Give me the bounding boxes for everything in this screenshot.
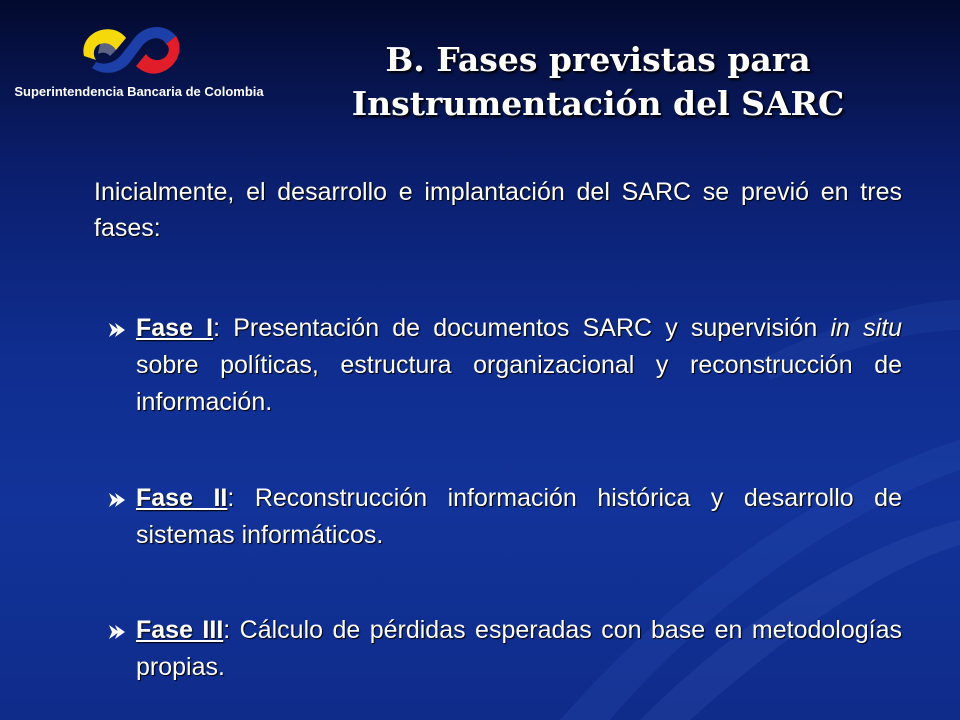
phase-text: : Cálculo de pérdidas esperadas con base en metodologías propias. xyxy=(136,616,903,681)
list-item xyxy=(106,480,902,612)
arrow-bullet-icon xyxy=(106,492,128,508)
phases-list xyxy=(106,310,902,686)
organization-name: Superintendencia Bancaria de Colombia xyxy=(14,84,264,99)
phase-label: Fase III xyxy=(136,616,224,644)
phase-text-end: sobre políticas, estructura organizacional y reconstrucción de información. xyxy=(136,351,902,416)
arrow-bullet-icon xyxy=(106,322,128,338)
phase-label: Fase II xyxy=(136,484,228,512)
intro-paragraph: Inicialmente, el desarrollo e implantación del SARC se previó en tres fases: xyxy=(94,178,902,242)
list-item xyxy=(106,612,902,686)
phase-italic-text: in situ xyxy=(830,314,903,342)
sbc-logo-icon xyxy=(70,16,190,88)
phase-text: : Reconstrucción información histórica y desarrollo de sistemas informáticos. xyxy=(136,484,902,549)
slide-title-line1: B. Fases previstas para xyxy=(385,40,811,79)
slide-title-line2: Instrumentación del SARC xyxy=(351,84,845,123)
list-item xyxy=(106,310,902,480)
phase-text: : Presentación de documentos SARC y supervisión xyxy=(213,314,831,342)
arrow-bullet-icon xyxy=(106,624,128,640)
slide-title xyxy=(298,38,898,126)
phase-label: Fase I xyxy=(136,314,214,342)
